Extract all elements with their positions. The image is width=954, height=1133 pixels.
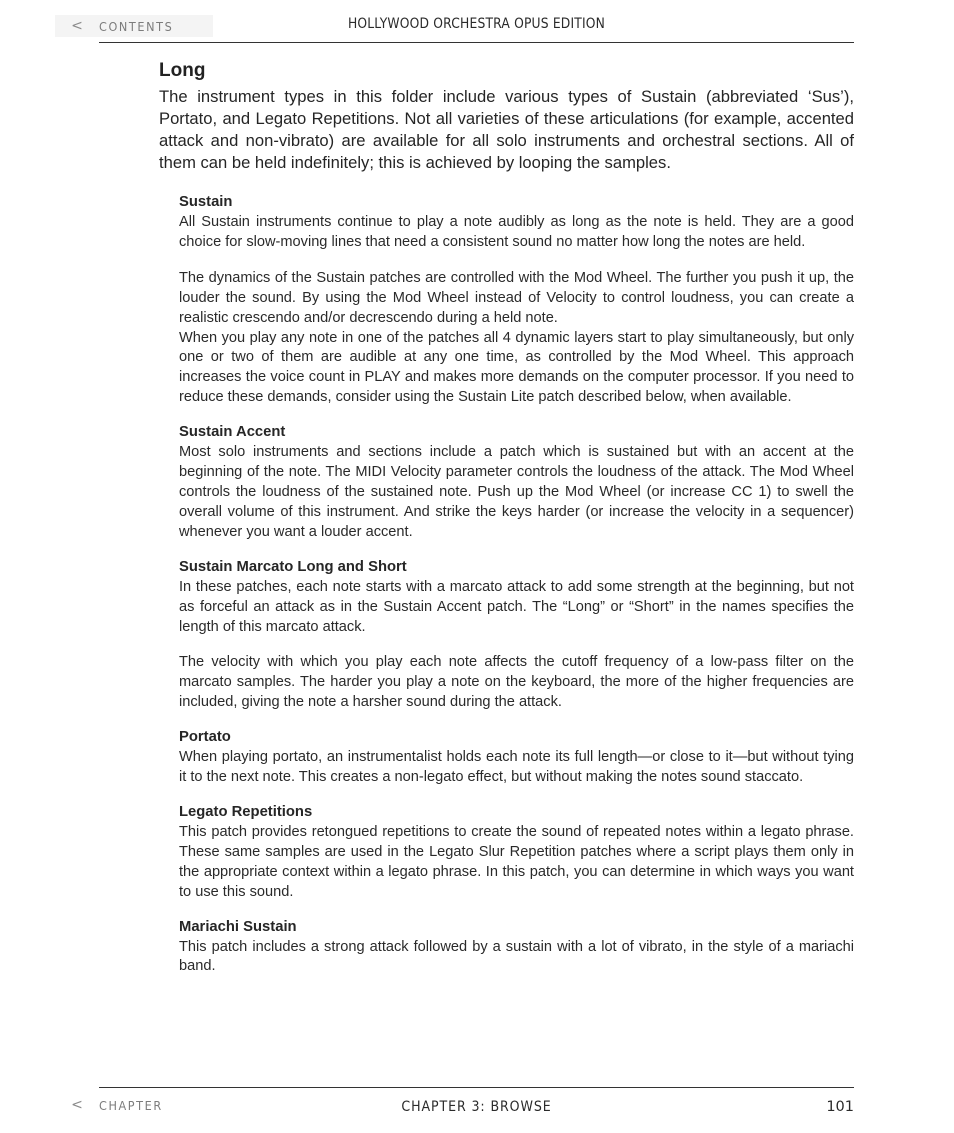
subsection-title: Portato	[179, 729, 231, 746]
paragraph: In these patches, each note starts with a marcato attack to add some strength at the beginning, but not as forceful an attack as in the Sustain Accent patch. The “Long” or “Short” in the names specifies the length of this marcato attack.	[179, 578, 854, 635]
subsection-portato	[179, 729, 854, 788]
page-number: 101	[826, 1099, 854, 1115]
paragraph: Most solo instruments and sections include a patch which is sustained but with an accent at the beginning of the note. The MIDI Velocity parameter controls the loudness of the attack. The Mod Wheel controls the loudness of the sustained note. Push up the Mod Wheel (or increase CC 1) to swell the overall volume of this instrument. And strike the keys harder (or increase the velocity in a sequencer) whenever you want a louder accent.	[179, 444, 854, 540]
paragraph: The dynamics of the Sustain patches are controlled with the Mod Wheel. The further you push it up, the louder the sound. By using the Mod Wheel instead of Velocity to control loudness, you can create a realistic crescendo and/or decrescendo during a held note.	[179, 269, 854, 326]
paragraph: This patch provides retongued repetitions to create the sound of repeated notes within a legato phrase. These same samples are used in the Legato Slur Repetition patches where a script plays them only in the appropriate context within a legato phrase. In this patch, you can determine in which ways you want to use this sound.	[179, 823, 854, 900]
section-heading: Long	[159, 60, 206, 81]
paragraph: When playing portato, an instrumentalist holds each note its full length—or close to it—but without tying it to the next note. This creates a non-legato effect, but without making the notes sound staccato.	[179, 749, 854, 786]
footer-rule	[99, 1087, 854, 1088]
subsection-sustain	[179, 194, 854, 408]
subsection-title: Mariachi Sustain	[179, 918, 297, 935]
intro-paragraph: The instrument types in this folder include various types of Sustain (abbreviated ‘Sus’), Portato, and Legato Repetitions. Not all varieties of these articulations (for example, accented attack and non-vibrato) are available for all solo instruments and orchestral sections. All of them can be held indefinitely; this is achieved by looping the samples.	[159, 87, 854, 172]
chevron-left-icon: <	[71, 18, 83, 34]
document-title: HOLLYWOOD ORCHESTRA OPUS EDITION	[347, 16, 606, 32]
subsection-sustain-marcato	[179, 559, 854, 713]
chapter-label: CHAPTER	[99, 1097, 163, 1113]
paragraph: This patch includes a strong attack followed by a sustain with a lot of vibrato, in the style of a mariachi band.	[179, 938, 854, 975]
chapter-title: CHAPTER 3: BROWSE	[401, 1099, 552, 1115]
subsection-title: Sustain	[179, 194, 233, 210]
subsection-title: Legato Repetitions	[179, 803, 313, 820]
header-rule	[99, 42, 854, 43]
subsection-sustain-accent	[179, 424, 854, 543]
subsection-legato-repetitions	[179, 804, 854, 903]
paragraph: When you play any note in one of the patches all 4 dynamic layers start to play simultaneously, but only one or two of them are audible at any one time, as controlled by the Mod Wheel. This approach increases the voice count in PLAY and makes more demands on the computer processor. If you need to reduce these demands, consider using the Sustain Lite patch described below, when available.	[179, 329, 854, 406]
paragraph: All Sustain instruments continue to play a note audibly as long as the note is held. They are a good choice for slow-moving lines that need a consistent sound no matter how long the notes are held.	[179, 214, 854, 250]
subsection-title: Sustain Accent	[179, 424, 286, 441]
subsection-title: Sustain Marcato Long and Short	[179, 558, 407, 575]
subsection-mariachi-sustain	[179, 919, 854, 978]
chevron-left-icon: <	[71, 1097, 83, 1113]
page-content	[159, 60, 854, 977]
contents-label: CONTENTS	[99, 18, 174, 34]
paragraph: The velocity with which you play each note affects the cutoff frequency of a low-pass filter on the marcato samples. The harder you play a note on the keyboard, the more of the higher frequencies are included, giving the note a harsher sound during the attack.	[179, 654, 854, 711]
